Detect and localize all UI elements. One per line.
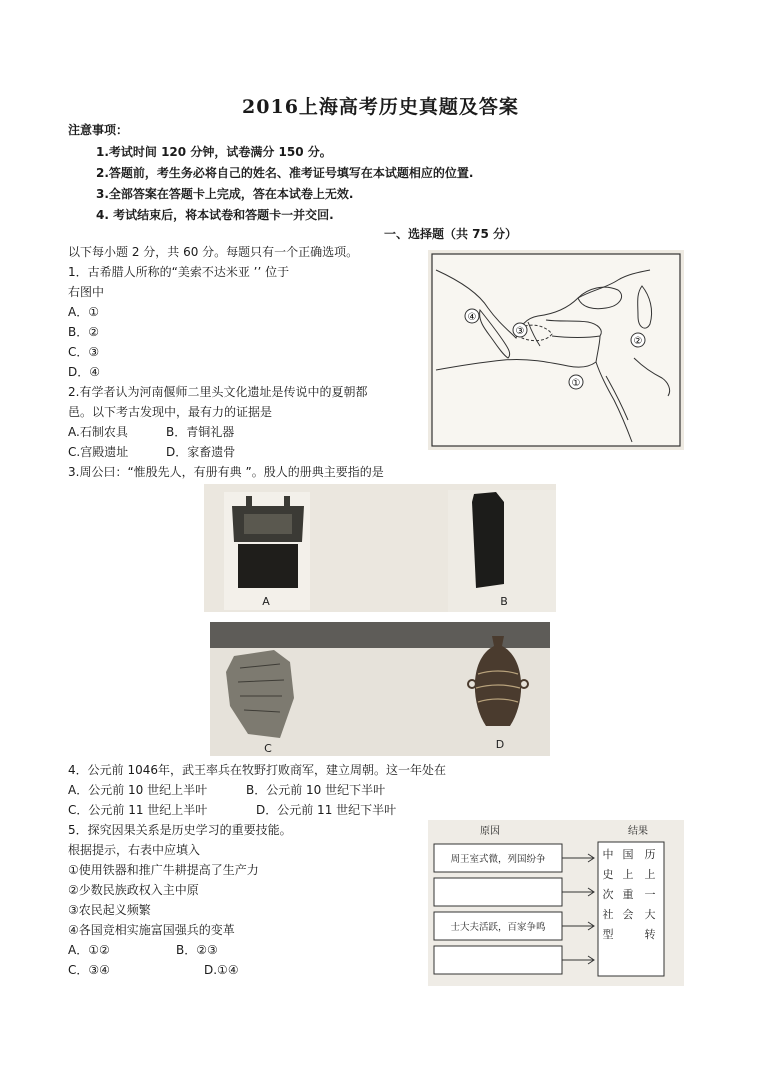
notice-item-4: 4. 考试结束后，将本试卷和答题卡一并交回. bbox=[96, 208, 334, 222]
q5-item-2: ②少数民族政权入主中原 bbox=[68, 883, 199, 897]
svg-text:转: 转 bbox=[644, 928, 656, 941]
map-label-2: ② bbox=[633, 336, 643, 347]
mediterranean-map bbox=[428, 250, 684, 450]
map-label-4: ④ bbox=[467, 312, 477, 323]
section-intro: 以下每小题 2 分，共 60 分。每题只有一个正确选项。 bbox=[68, 245, 359, 259]
table-result-header: 结果 bbox=[628, 826, 648, 837]
svg-text:型: 型 bbox=[602, 928, 614, 941]
q2-stem-line2: 邑。以下考古发现中，最有力的证据是 bbox=[68, 405, 273, 419]
q3-artifact-photos-bottom bbox=[210, 622, 550, 756]
page-title: 2016上海高考历史真题及答案 bbox=[242, 96, 519, 118]
q5-stem-line1: 5．探究因果关系是历史学习的重要技能。 bbox=[68, 823, 292, 837]
q4-option-b: B．公元前 10 世纪下半叶 bbox=[246, 783, 386, 797]
table-cause-blank-2 bbox=[434, 946, 562, 974]
q1-option-b: B．② bbox=[68, 325, 99, 339]
q2-option-a: A.石制农具 bbox=[68, 425, 128, 439]
table-cause-header: 原因 bbox=[480, 826, 500, 837]
q5-item-3: ③农民起义频繁 bbox=[68, 903, 151, 917]
svg-text:史: 史 bbox=[602, 868, 614, 881]
table-cause-3: 士大夫活跃，百家争鸣 bbox=[450, 922, 546, 933]
q4-stem: 4．公元前 1046年，武王率兵在牧野打败商军，建立周朝。这一年处在 bbox=[68, 763, 446, 777]
q2-option-b: B．青铜礼器 bbox=[166, 425, 235, 439]
q2-option-c: C.宫殿遗址 bbox=[68, 445, 129, 459]
notice-item-1: 1.考试时间 120 分钟，试卷满分 150 分。 bbox=[96, 145, 332, 159]
svg-text:国: 国 bbox=[622, 848, 634, 861]
svg-text:社: 社 bbox=[602, 908, 614, 921]
svg-text:大: 大 bbox=[644, 908, 656, 921]
q4-option-d: D．公元前 11 世纪下半叶 bbox=[256, 803, 397, 817]
q1-stem-line2: 右图中 bbox=[68, 285, 105, 299]
q5-stem-line2: 根据提示，右表中应填入 bbox=[68, 843, 201, 857]
q3-image-label-c: C bbox=[264, 742, 272, 755]
notice-item-2: 2.答题前，考生务必将自己的姓名、准考证号填写在本试题相应的位置. bbox=[96, 166, 474, 180]
q5-item-4: ④各国竞相实施富国强兵的变革 bbox=[68, 923, 235, 937]
q4-option-c: C．公元前 11 世纪上半叶 bbox=[68, 803, 208, 817]
q1-option-d: D．④ bbox=[68, 365, 100, 379]
q5-option-b: B．②③ bbox=[176, 943, 218, 957]
q5-item-1: ①使用铁器和推广牛耕提高了生产力 bbox=[68, 863, 259, 877]
q3-stem: 3.周公曰：“惟殷先人，有册有典 ”。殷人的册典主要指的是 bbox=[68, 465, 384, 479]
q5-cause-result-table bbox=[428, 820, 684, 986]
svg-text:上: 上 bbox=[622, 868, 634, 881]
map-label-3: ③ bbox=[515, 326, 525, 337]
table-cause-1: 周王室式微，列国纷争 bbox=[450, 854, 546, 865]
svg-text:重: 重 bbox=[622, 888, 634, 901]
svg-text:上: 上 bbox=[644, 868, 656, 881]
svg-text:会: 会 bbox=[622, 908, 634, 921]
q5-option-c: C．③④ bbox=[68, 963, 110, 977]
q1-option-c: C．③ bbox=[68, 345, 100, 359]
q4-option-a: A．公元前 10 世纪上半叶 bbox=[68, 783, 208, 797]
q1-option-a: A．① bbox=[68, 305, 99, 319]
svg-text:一: 一 bbox=[644, 888, 656, 901]
map-label-1: ① bbox=[571, 378, 581, 389]
notice-item-3: 3.全部答案在答题卡上完成，答在本试卷上无效. bbox=[96, 187, 354, 201]
q3-image-label-b: B bbox=[500, 595, 508, 608]
notice-heading: 注意事项： bbox=[68, 123, 129, 137]
q1-stem-line1: 1．古希腊人所称的“美索不达米亚 ’’ 位于 bbox=[68, 265, 290, 279]
q3-artifact-photos-top bbox=[204, 484, 556, 612]
q2-stem-line1: 2.有学者认为河南偃师二里头文化遗址是传说中的夏朝都 bbox=[68, 385, 368, 399]
section-heading: 一、选择题（共 75 分） bbox=[383, 227, 518, 241]
svg-text:历: 历 bbox=[644, 848, 656, 861]
table-cause-blank-1 bbox=[434, 878, 562, 906]
svg-text:中: 中 bbox=[602, 848, 614, 861]
q3-image-label-d: D bbox=[495, 738, 505, 751]
q2-option-d: D．家畜遗骨 bbox=[166, 445, 236, 459]
q3-image-label-a: A bbox=[262, 595, 270, 608]
q5-option-d: D.①④ bbox=[204, 963, 239, 977]
svg-text:次: 次 bbox=[602, 888, 614, 901]
q5-option-a: A．①② bbox=[68, 943, 110, 957]
